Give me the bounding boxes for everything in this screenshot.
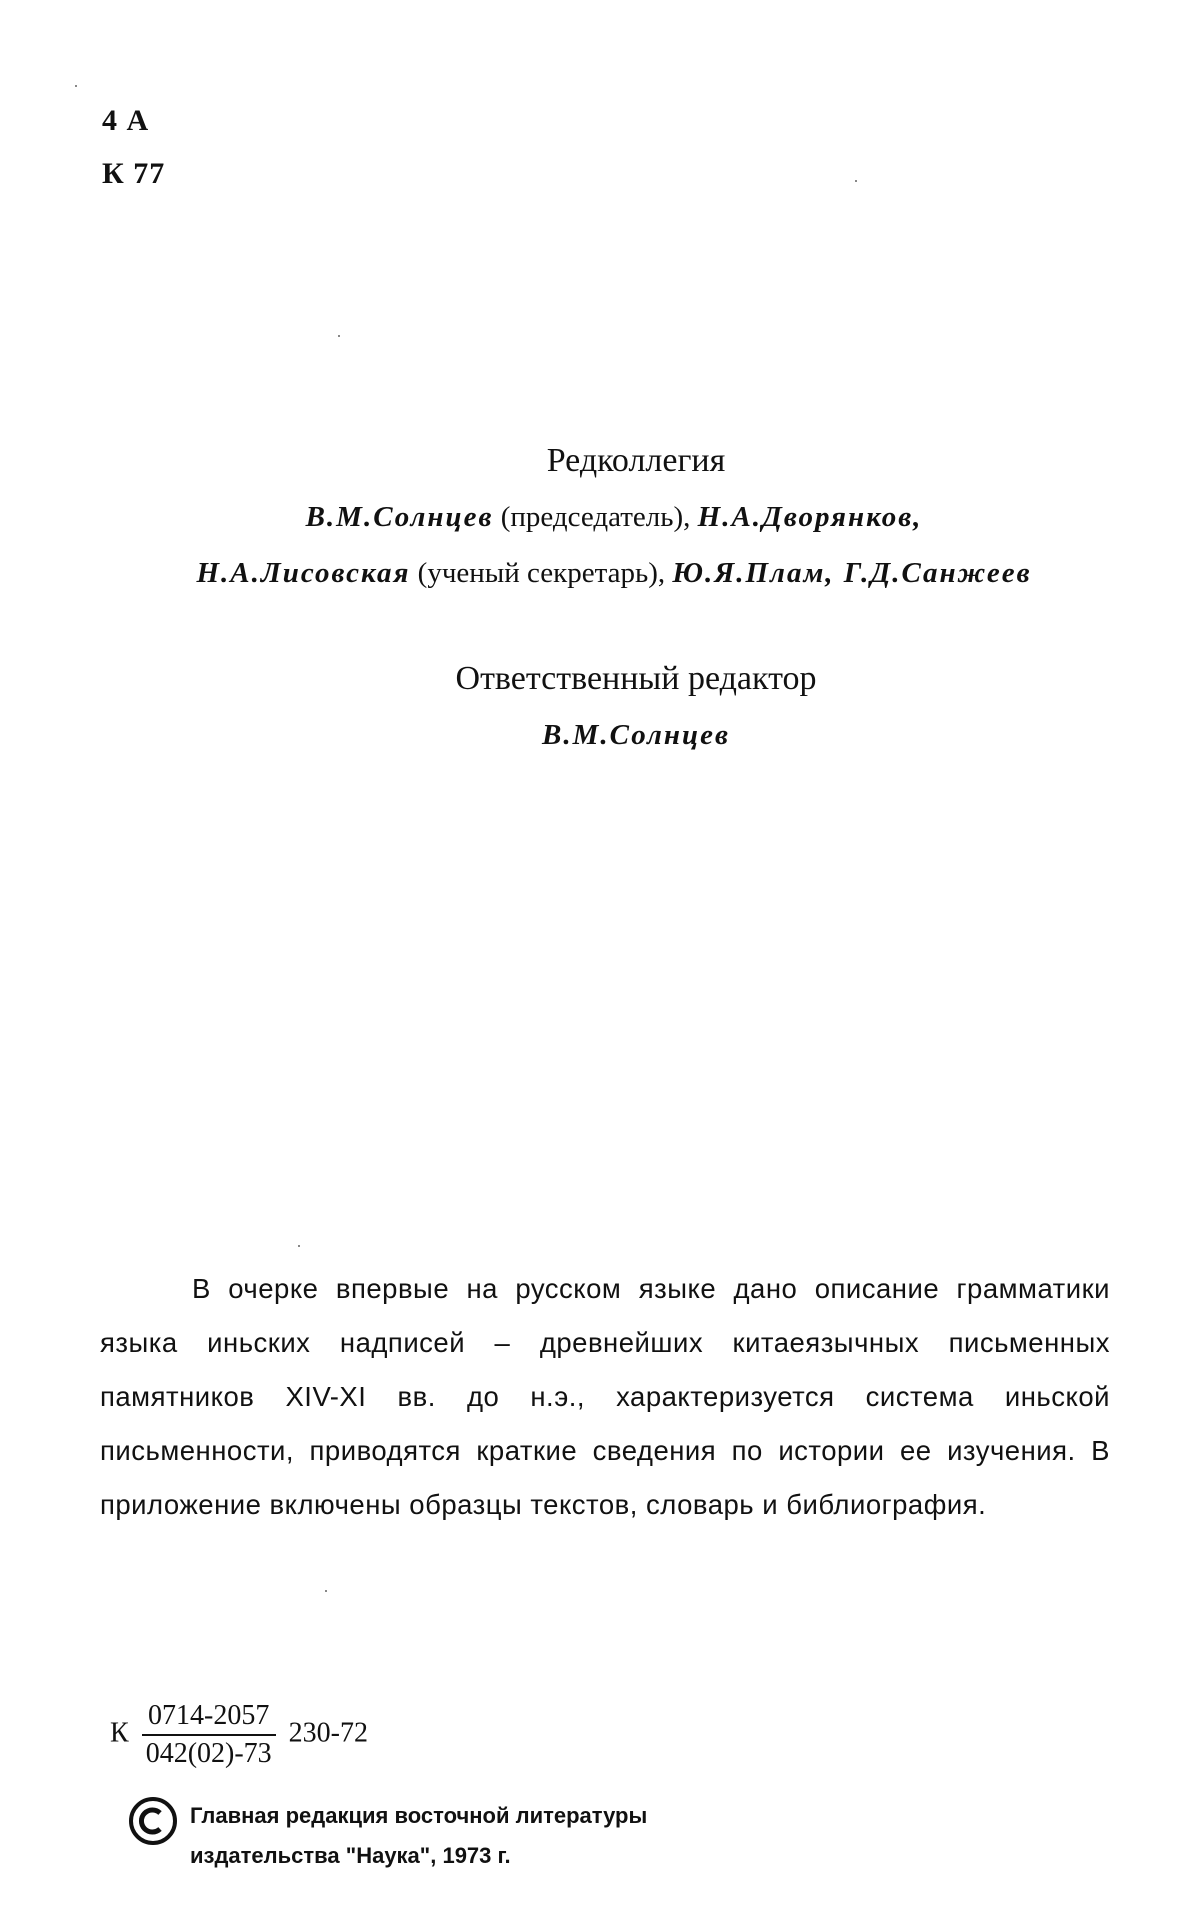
index-denominator: 042(02)-73 xyxy=(145,1738,272,1769)
board-member-role: (ученый секретарь), xyxy=(410,557,673,589)
board-member-name: Н.А.Дворянков, xyxy=(697,501,923,533)
board-member-name: Н.А.Лисовская xyxy=(196,557,411,589)
responsible-editor-name: В.М.Солнцев xyxy=(542,719,730,751)
copyright-line1: Главная редакция восточной литературы xyxy=(190,1803,648,1828)
board-member-role: (председатель), xyxy=(493,501,698,533)
scan-speck xyxy=(325,1590,327,1592)
editorial-board-line2 xyxy=(14,556,1200,591)
publication-index-code xyxy=(110,1700,368,1770)
copyright-icon xyxy=(128,1796,178,1846)
index-prefix: К xyxy=(110,1717,129,1749)
board-member-name: Ю.Я.Плам, Г.Д.Санжеев xyxy=(672,557,1032,589)
board-member-name: В.М.Солнцев xyxy=(305,501,494,533)
scan-speck xyxy=(298,1245,300,1247)
responsible-editor-line xyxy=(36,718,1200,753)
classification-code-line1: 4 А xyxy=(102,104,150,137)
copyright-line2: издательства "Наука", 1973 г. xyxy=(190,1843,511,1868)
editorial-board-heading: Редколлегия xyxy=(546,442,726,479)
index-suffix: 230-72 xyxy=(288,1717,368,1749)
index-numerator: 0714-2057 xyxy=(142,1700,276,1736)
scan-speck xyxy=(855,180,857,182)
editorial-board-line1 xyxy=(14,500,1200,535)
index-fraction xyxy=(142,1700,276,1770)
scan-speck xyxy=(338,335,340,337)
responsible-editor-heading: Ответственный редактор xyxy=(455,660,817,697)
copyright-block xyxy=(128,1796,647,1876)
classification-code-line2: К 77 xyxy=(102,157,166,190)
scan-speck xyxy=(75,85,77,87)
abstract-paragraph: В очерке впервые на русском языке дано описание грамматики языка иньских надписей – древнейших китаеязычных письменных памятников XIV-XI вв. до н.э., характеризуется система иньской письменности, приводятся краткие сведения по истории ее изучения. В приложение включены образцы текстов, словарь и библиография. xyxy=(100,1273,1110,1520)
